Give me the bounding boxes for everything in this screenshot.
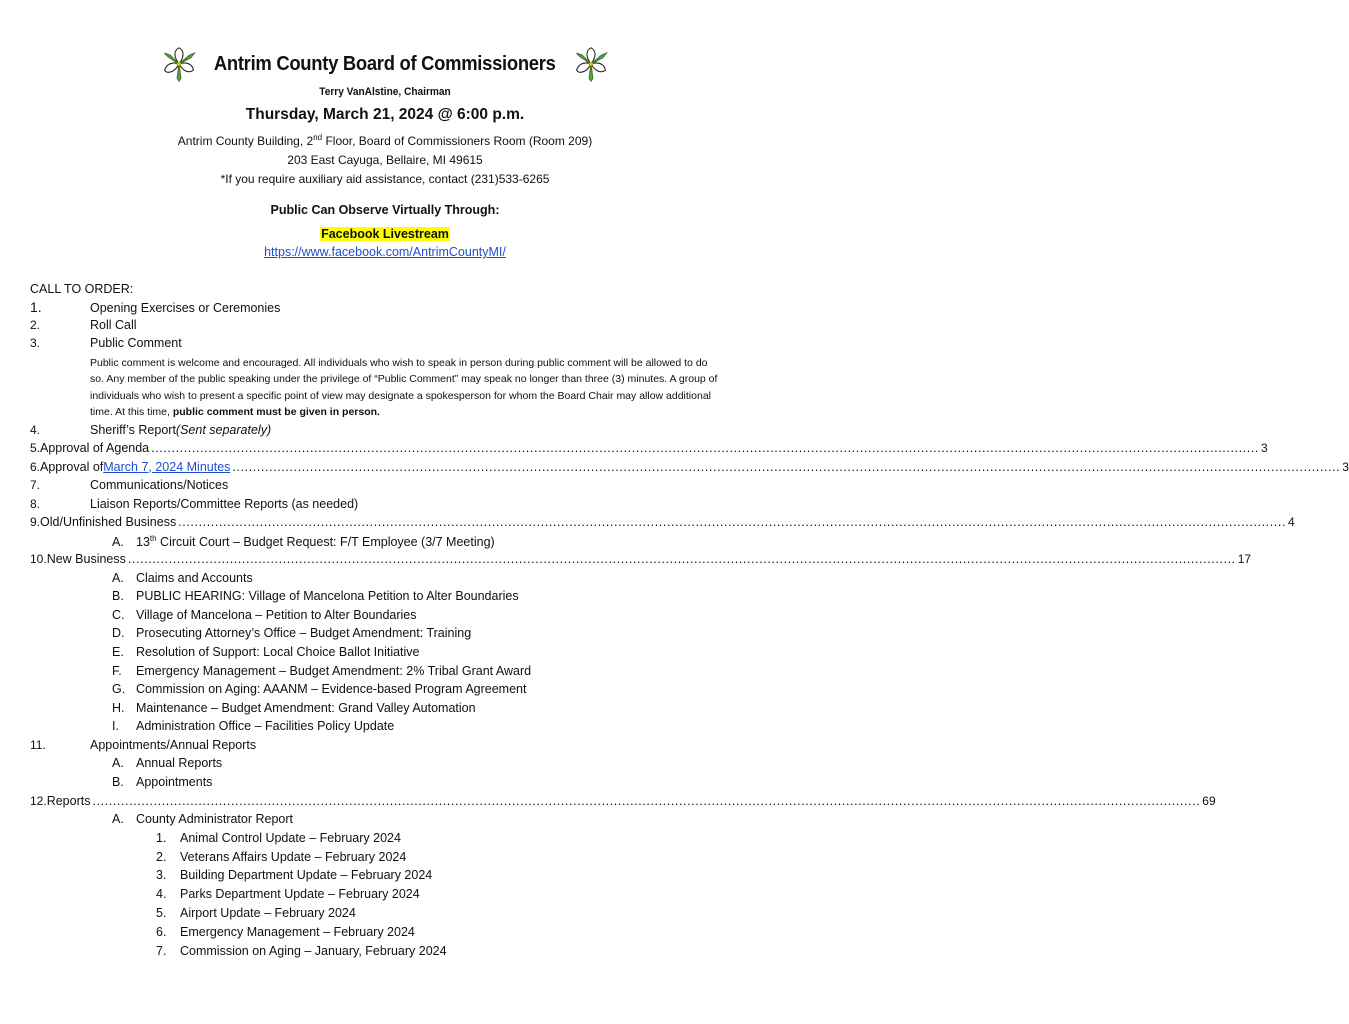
agenda-item: 8. Liaison Reports/Committee Reports (as needed): [30, 496, 359, 511]
sub-item: A. 13th Circuit Court – Budget Request: F/T Employee (3/7 Meeting): [112, 533, 495, 549]
observe-heading: Public Can Observe Virtually Through:: [270, 203, 500, 217]
sub-sub-item: 1. Animal Control Update – February 2024: [156, 830, 401, 845]
agenda-item: 2. Roll Call: [30, 317, 137, 332]
sub-item: A. Annual Reports: [112, 756, 223, 771]
document-header: [0, 44, 770, 259]
title-row: [0, 44, 770, 84]
page-number: 4: [1288, 515, 1295, 529]
sub-sub-item: 6. Emergency Management – February 2024: [156, 924, 415, 939]
sub-item: D. Prosecuting Attorney’s Office – Budget Amendment: Training: [112, 626, 472, 641]
agenda-item: 6. Approval of March 7, 2024 Minutes ..... 3: [30, 460, 730, 479]
page-number: 17: [1237, 552, 1252, 567]
agenda-item: 5. Approval of Agenda ..... 3: [30, 441, 730, 460]
page-number: 3: [1342, 459, 1349, 474]
sub-item: C. Village of Mancelona – Petition to Alter Boundaries: [112, 607, 417, 622]
agenda-item: 1. Opening Exercises or Ceremonies: [30, 299, 281, 315]
board-title: Antrim County Board of Commissioners: [214, 52, 556, 75]
agenda-item: 9. Old/Unfinished Business ..... 4: [30, 515, 730, 534]
address-line: 203 East Cayuga, Bellaire, MI 49615: [287, 153, 483, 167]
page-number: 3: [1260, 441, 1268, 455]
agenda-list: [30, 282, 1349, 962]
sub-item: H. Maintenance – Budget Amendment: Grand Valley Automation: [112, 700, 476, 715]
sub-sub-item: 5. Airport Update – February 2024: [156, 905, 356, 920]
trillium-flower-icon: [573, 46, 609, 82]
page-number: 69: [1202, 793, 1216, 808]
call-to-order: CALL TO ORDER:: [30, 282, 134, 296]
sub-item: F. Emergency Management – Budget Amendment: 2% Tribal Grant Award: [112, 663, 532, 678]
sub-item: G. Commission on Aging: AAANM – Evidence-based Program Agreement: [112, 682, 527, 697]
sub-item: A. Claims and Accounts: [112, 570, 253, 585]
public-comment-description: Public comment is welcome and encouraged. All individuals who wish to speak in person during public comment will be allowed to do so. Any member of the public speaking under the privilege of “Public Comment” may speak no longer than three (3) minutes. A group of individuals who wish to present a specific point of view may designate a spokesperson for whom the Board Chair may allow additional time. At this time, public comment must be given in person.: [90, 356, 718, 418]
sub-item: B. PUBLIC HEARING: Village of Mancelona Petition to Alter Boundaries: [112, 589, 519, 604]
sub-sub-item: 3. Building Department Update – February 2024: [156, 868, 433, 883]
sub-sub-item: 7. Commission on Aging – January, February 2024: [156, 943, 447, 958]
agenda-item: 7. Communications/Notices: [30, 478, 229, 492]
meeting-date: Thursday, March 21, 2024 @ 6:00 p.m.: [245, 106, 525, 123]
sub-item: B. Appointments: [112, 775, 213, 790]
sub-item: A. County Administrator Report: [112, 812, 294, 827]
chairman-name: Terry VanAlstine, Chairman: [319, 86, 451, 98]
facebook-url-link[interactable]: https://www.facebook.com/AntrimCountyMI/: [264, 245, 506, 259]
trillium-flower-icon: [161, 46, 197, 82]
agenda-item: 3. Public Comment: [30, 336, 182, 350]
minutes-link[interactable]: March 7, 2024 Minutes: [103, 459, 231, 474]
building-line: Antrim County Building, 2nd Floor, Board of Commissioners Room (Room 209): [177, 133, 593, 148]
facebook-livestream-label: Facebook Livestream: [321, 227, 449, 241]
agenda-item: 11. Appointments/Annual Reports: [30, 737, 257, 752]
agenda-item: 12. Reports ..... 69: [30, 794, 730, 813]
aid-line: *If you require auxiliary aid assistance, contact (231)533-6265: [220, 172, 550, 186]
sub-sub-item: 4. Parks Department Update – February 2024: [156, 887, 420, 902]
sub-item: I. Administration Office – Facilities Policy Update: [112, 719, 395, 734]
sub-sub-item: 2. Veterans Affairs Update – February 2024: [156, 849, 407, 864]
agenda-item: 4. Sheriff’s Report (Sent separately): [30, 422, 272, 437]
agenda-item: 10. New Business ..... 17: [30, 552, 730, 571]
meeting-location: [0, 128, 770, 189]
sub-item: E. Resolution of Support: Local Choice Ballot Initiative: [112, 644, 420, 659]
